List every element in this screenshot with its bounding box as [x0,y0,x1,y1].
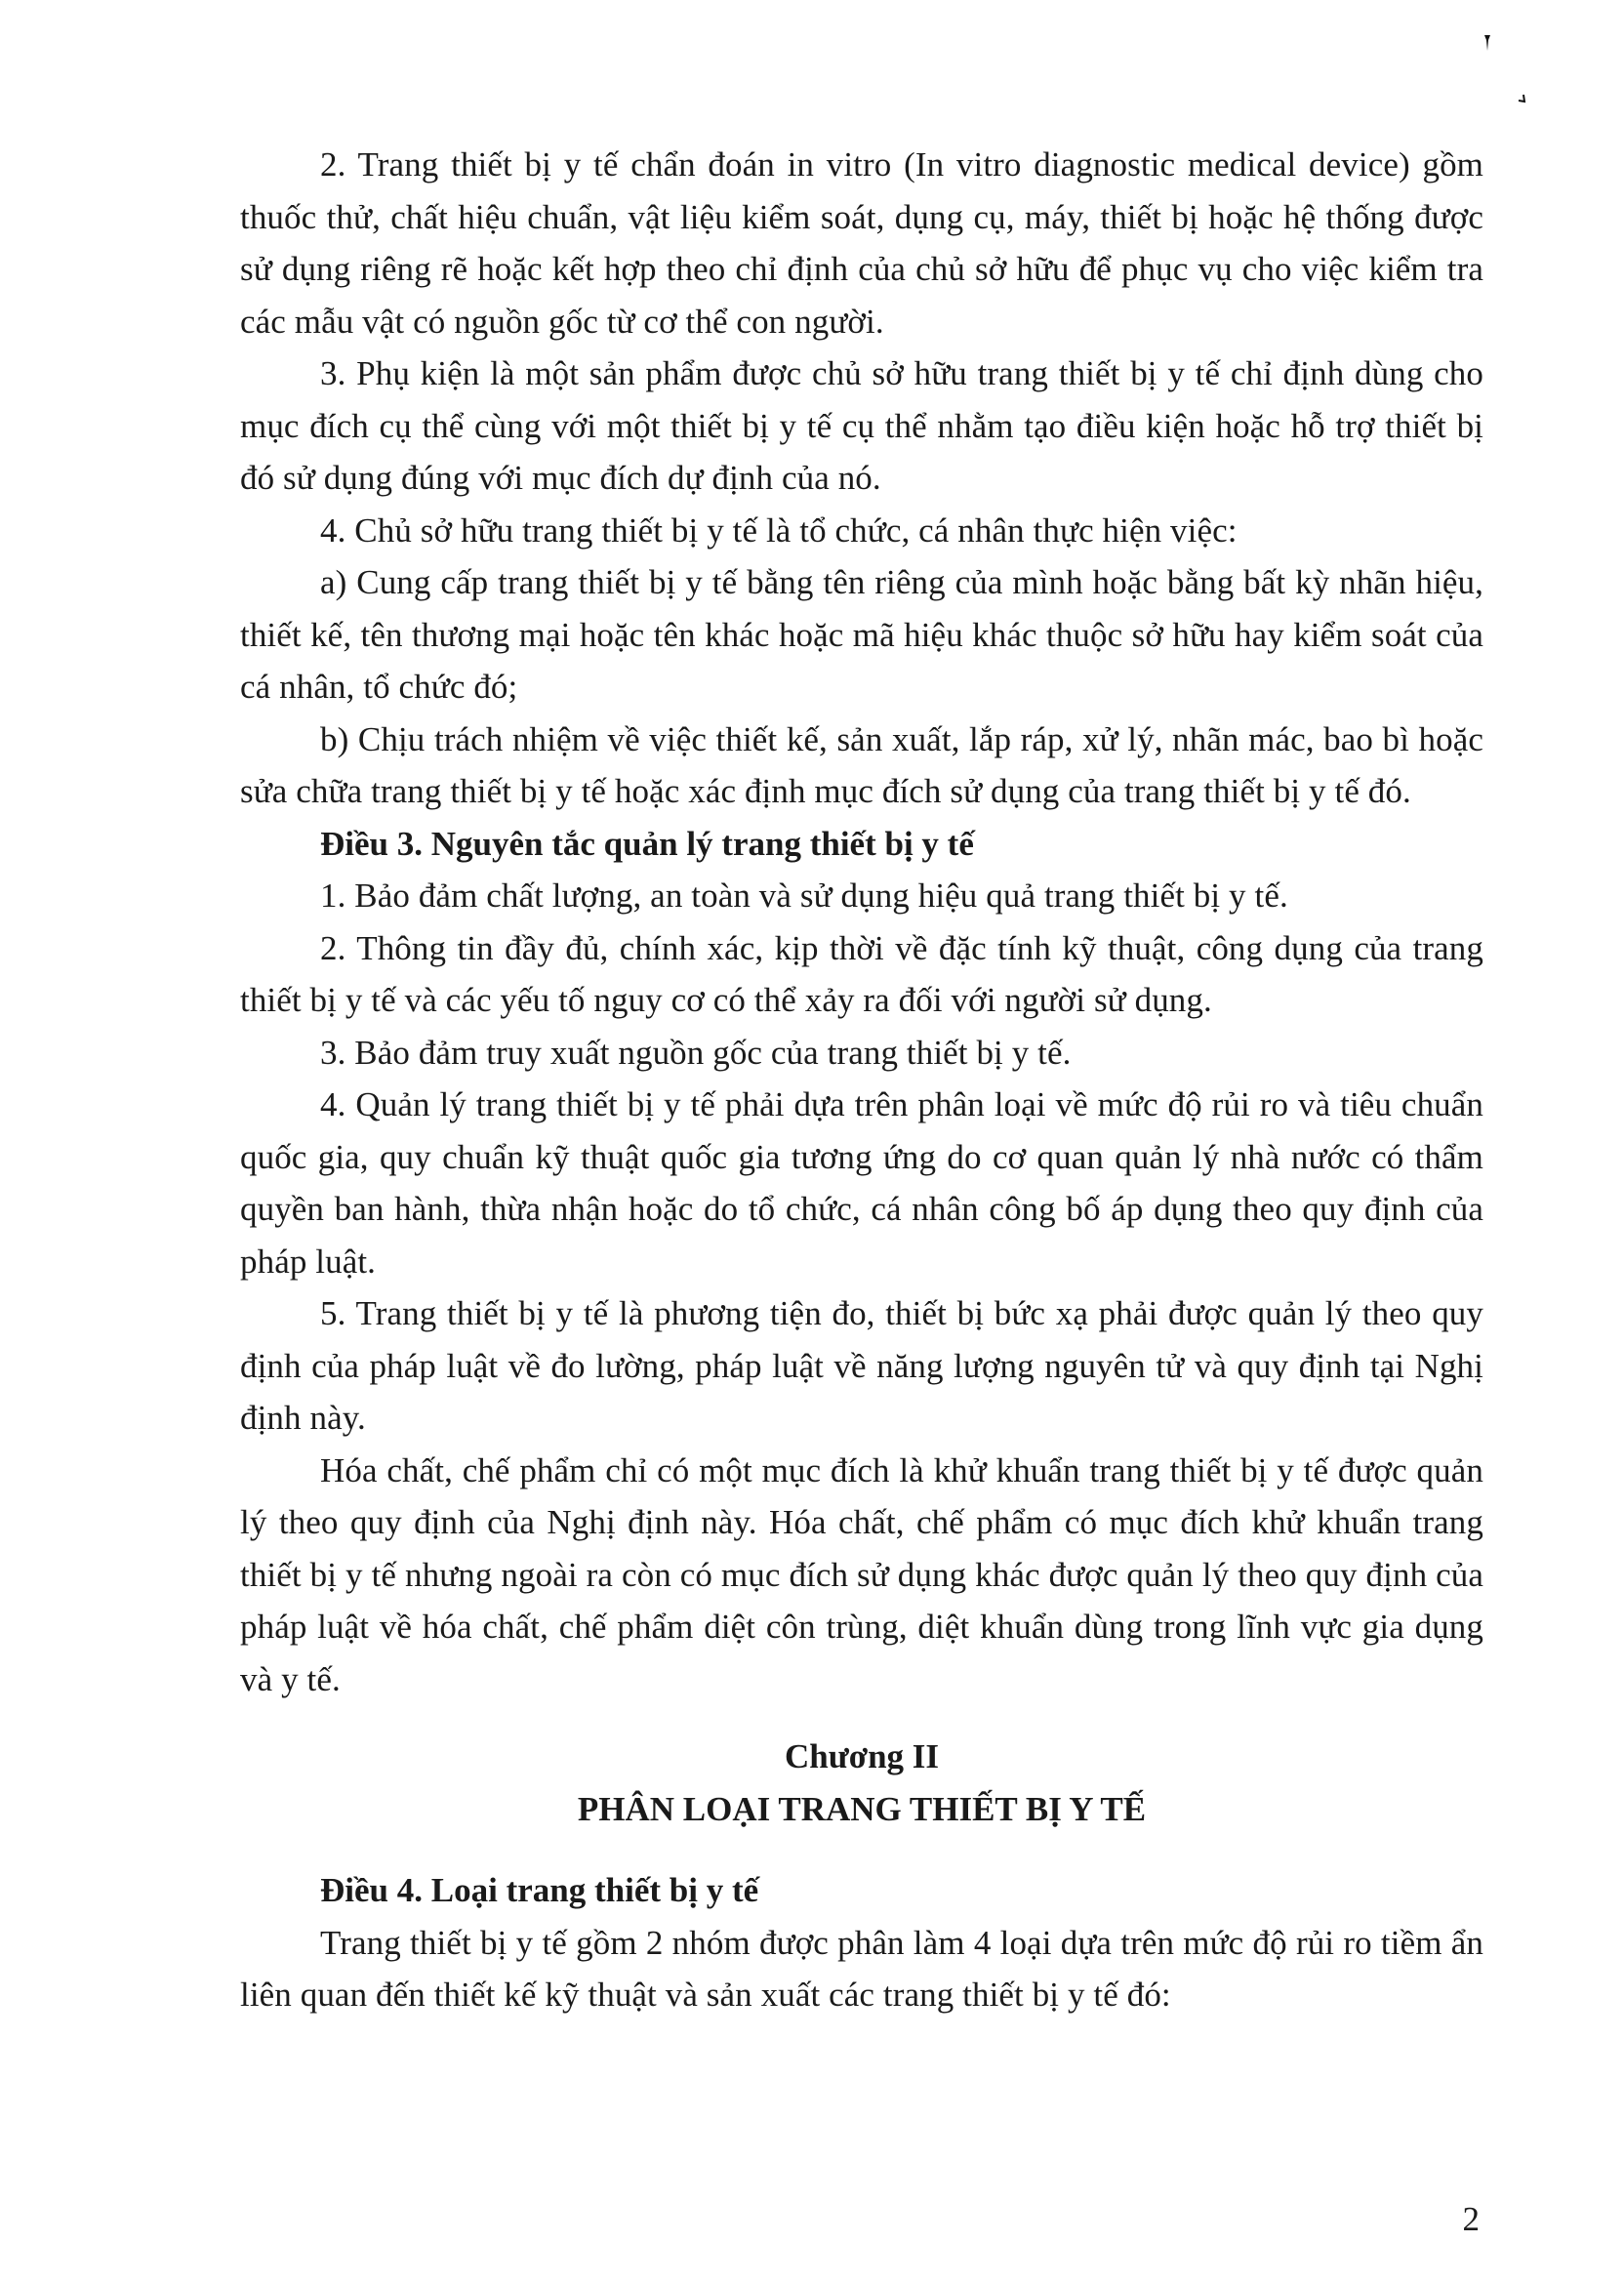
paragraph-clause-3: 3. Phụ kiện là một sản phẩm được chủ sở hữu trang thiết bị y tế chỉ định dùng cho mục đích cụ thể cùng với một thiết bị y tế cụ thể nhằm tạo điều kiện hoặc hỗ trợ thiết bị đó sử dụng đúng với mục đích dự định của nó. [240,354,1483,497]
article-3-heading: Điều 3. Nguyên tắc quản lý trang thiết bị y tế [320,824,974,863]
scan-mark-icon [1482,33,1492,53]
page-number: 2 [1462,2200,1480,2238]
paragraph-clause-4: 4. Chủ sở hữu trang thiết bị y tế là tổ chức, cá nhân thực hiện việc: [320,510,1238,550]
scan-tick-icon [1517,94,1526,103]
paragraph-clause-4a: a) Cung cấp trang thiết bị y tế bằng tên riêng của mình hoặc bằng bất kỳ nhãn hiệu, thiết kế, tên thương mại hoặc tên khác hoặc mã hiệu khác thuộc sở hữu hay kiểm soát của cá nhân, tổ chức đó; [240,563,1483,706]
article-3-clause-5: 5. Trang thiết bị y tế là phương tiện đo, thiết bị bức xạ phải được quản lý theo quy định của pháp luật về đo lường, pháp luật về năng lượng nguyên tử và quy định tại Nghị định này. [240,1294,1483,1437]
article-3-clause-4: 4. Quản lý trang thiết bị y tế phải dựa trên phân loại về mức độ rủi ro và tiêu chuẩn quốc gia, quy chuẩn kỹ thuật quốc gia tương ứng do cơ quan quản lý nhà nước có thẩm quyền ban hành, thừa nhận hoặc do tổ chức, cá nhân công bố áp dụng theo quy định của pháp luật. [240,1085,1483,1281]
article-4-heading: Điều 4. Loại trang thiết bị y tế [320,1871,759,1909]
article-3-clause-3: 3. Bảo đảm truy xuất nguồn gốc của trang thiết bị y tế. [320,1033,1072,1072]
article-4-paragraph: Trang thiết bị y tế gồm 2 nhóm được phân làm 4 loại dựa trên mức độ rủi ro tiềm ẩn liên quan đến thiết kế kỹ thuật và sản xuất các trang thiết bị y tế đó: [240,1923,1483,2014]
chapter-title: PHÂN LOẠI TRANG THIẾT BỊ Y TẾ [577,1789,1147,1828]
article-3-chemicals-paragraph: Hóa chất, chế phẩm chỉ có một mục đích là khử khuẩn trang thiết bị y tế được quản lý theo quy định của Nghị định này. Hóa chất, chế phẩm có mục đích khử khuẩn trang thiết bị y tế nhưng ngoài ra còn có mục đích sử dụng khác được quản lý theo quy định của pháp luật về hóa chất, chế phẩm diệt côn trùng, diệt khuẩn dùng trong lĩnh vực gia dụng và y tế. [240,1450,1483,1698]
article-3-clause-2: 2. Thông tin đầy đủ, chính xác, kịp thời về đặc tính kỹ thuật, công dụng của trang thiết bị y tế và các yếu tố nguy cơ có thể xảy ra đối với người sử dụng. [240,928,1483,1019]
document-page [240,0,1483,2021]
paragraph-clause-2: 2. Trang thiết bị y tế chẩn đoán in vitro (In vitro diagnostic medical device) gồm thuốc thử, chất hiệu chuẩn, vật liệu kiểm soát, dụng cụ, máy, thiết bị hoặc hệ thống được sử dụng riêng rẽ hoặc kết hợp theo chỉ định của chủ sở hữu để phục vụ cho việc kiểm tra các mẫu vật có nguồn gốc từ cơ thể con người. [240,145,1483,341]
chapter-number: Chương II [784,1737,940,1775]
paragraph-clause-4b: b) Chịu trách nhiệm về việc thiết kế, sản xuất, lắp ráp, xử lý, nhãn mác, bao bì hoặc sửa chữa trang thiết bị y tế hoặc xác định mục đích sử dụng của trang thiết bị y tế đó. [240,719,1483,810]
article-3-clause-1: 1. Bảo đảm chất lượng, an toàn và sử dụng hiệu quả trang thiết bị y tế. [320,877,1288,915]
